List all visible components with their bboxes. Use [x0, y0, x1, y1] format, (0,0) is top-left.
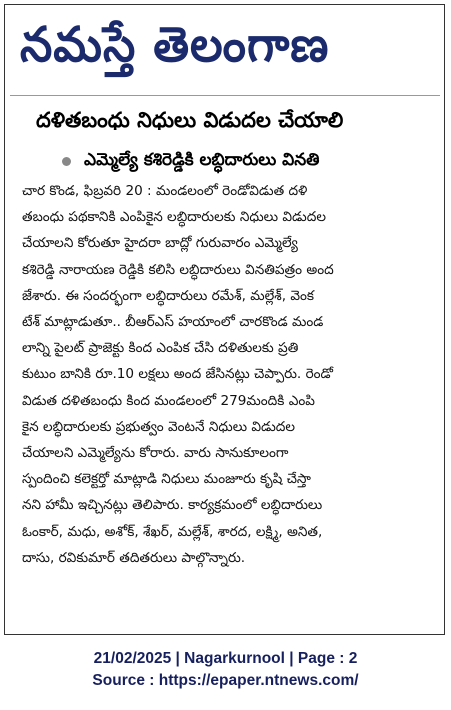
article-subheadline: ఎమ్మెల్యే కశిరెడ్డికి లబ్ధిదారులు వినతి [84, 150, 320, 170]
body-line: చేయాలని కోరుతూ హైదరా బాద్లో గురువారం ఎమ్మెల్యే [22, 235, 298, 252]
body-line: టేశ్ మాట్లాడుతూ.. బీఆర్ఎస్ హయాంలో చారకొండ మండ [22, 314, 324, 331]
body-line: తబంధు పథకానికి ఎంపికైన లబ్ధిదారులకు నిధులు విడుదల [22, 209, 327, 226]
body-line: విడుత దళితబంధు కింద మండలంలో 279మందికి ఎంపి [22, 392, 315, 409]
body-line: చార కొండ, ఫిబ్రవరి 20 : మండలంలో రెండోవిడుత దళి [22, 183, 308, 199]
clipping-footer [0, 648, 451, 692]
body-line: లాన్ని పైలట్ ప్రాజెక్టు కింద ఎంపిక చేసి దళితులకు ప్రతి [22, 340, 299, 357]
body-line: జేశారు. ఈ సందర్భంగా లబ్ధిదారులు రమేశ్, మల్లేశ్, వెంక [22, 287, 315, 304]
body-line: స్పందించి కలెక్టర్తో మాట్లాడి నిధులు మంజూరు కృషి చేస్తా [22, 471, 311, 488]
date-edition-page: 21/02/2025 | Nagarkurnool | Page : 2 [93, 650, 358, 667]
source-link[interactable]: Source : https://epaper.ntnews.com/ [92, 672, 359, 689]
body-line: నని హామీ ఇచ్చినట్లు తెలిపారు. కార్యక్రమంలో లబ్ధిదారులు [22, 497, 323, 514]
article-headline: దళితబంధు నిధులు విడుదల చేయాలి [36, 108, 344, 132]
body-line: కుటుం బానికి రూ.10 లక్షలు అంద జేసినట్లు చెప్పారు. రెండో [22, 366, 333, 383]
body-line: కైన లబ్ధిదారులకు ప్రభుత్వం వెంటనే నిధులు విడుదల [22, 418, 296, 435]
body-line: కశిరెడ్డి నారాయణ రెడ్డికి కలిసి లబ్ధిదారులు వినతిపత్రం అంద [22, 261, 334, 278]
newspaper-masthead: నమస్తే తెలంగాణ [20, 15, 330, 73]
bullet-icon [62, 157, 71, 166]
body-line: ఓంకార్, మధు, అశోక్, శేఖర్, మల్లేశ్, శారద, లక్ష్మి, అనిత, [22, 523, 323, 540]
body-line: చేయాలని ఎమ్మెల్యేను కోరారు. వారు సానుకూలంగా [22, 445, 289, 462]
body-line: దాసు, రవికుమార్ తదితరులు పాల్గొన్నారు. [22, 549, 246, 566]
article-body [22, 178, 434, 571]
